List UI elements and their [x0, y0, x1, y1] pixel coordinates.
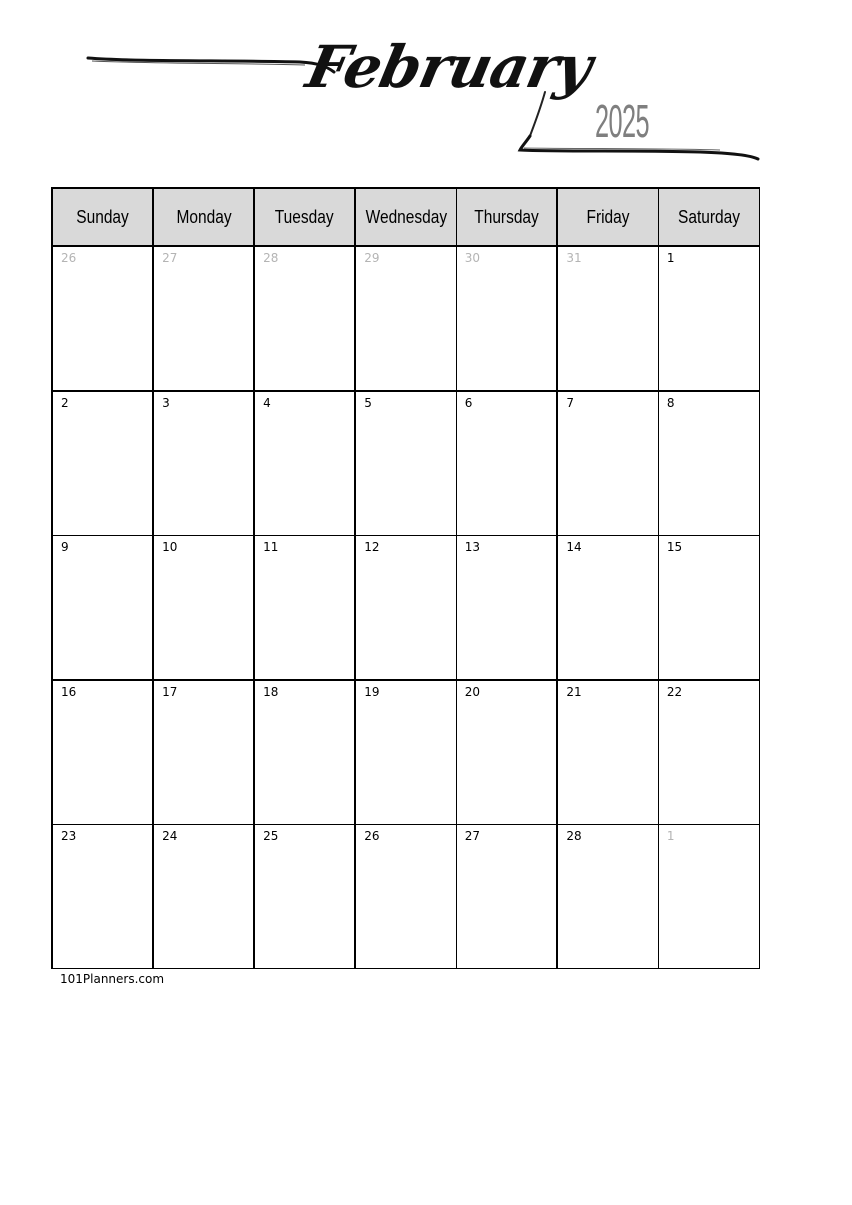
day-number: 13: [464, 540, 481, 554]
calendar-day-cell[interactable]: [456, 680, 557, 825]
weekday-label: Sunday: [76, 206, 129, 227]
weekday-header-tuesday: [254, 188, 355, 246]
calendar-day-cell[interactable]: [456, 391, 557, 536]
day-number: 12: [364, 540, 380, 554]
day-number: 30: [464, 251, 481, 265]
calendar-day-cell[interactable]: [153, 825, 254, 969]
weekday-header-wednesday: [355, 188, 456, 246]
weekday-header-thursday: [456, 188, 557, 246]
calendar-day-cell[interactable]: [456, 536, 557, 681]
calendar-day-cell[interactable]: [153, 680, 254, 825]
calendar-day-cell[interactable]: [456, 825, 557, 969]
calendar-day-cell[interactable]: [355, 680, 456, 825]
calendar-day-cell[interactable]: [557, 825, 658, 969]
day-number: 20: [464, 685, 481, 699]
calendar-day-cell[interactable]: [355, 825, 456, 969]
weekday-header-friday: [557, 188, 658, 246]
day-number: 22: [666, 685, 683, 699]
calendar-week-row: [52, 680, 760, 825]
calendar-day-cell[interactable]: [658, 536, 759, 681]
weekday-label: Friday: [586, 206, 630, 227]
day-number: 7: [566, 396, 574, 410]
day-number: 23: [61, 829, 77, 843]
day-number: 29: [364, 251, 380, 265]
calendar-day-cell-outside-month[interactable]: [557, 246, 658, 391]
day-number: 25: [263, 829, 279, 843]
calendar-day-cell[interactable]: [355, 391, 456, 536]
calendar-day-cell[interactable]: [658, 391, 759, 536]
calendar-day-cell-outside-month[interactable]: [254, 246, 355, 391]
day-number: 4: [263, 396, 271, 410]
day-number: 11: [263, 540, 279, 554]
day-number: 1: [666, 829, 675, 843]
day-number: 17: [162, 685, 178, 699]
day-number: 19: [364, 685, 380, 699]
calendar-day-cell-outside-month[interactable]: [658, 825, 759, 969]
day-number: 10: [162, 540, 178, 554]
day-number: 9: [61, 540, 69, 554]
year-title: 2025: [595, 95, 650, 147]
calendar-day-cell[interactable]: [52, 680, 153, 825]
title-area: [0, 0, 852, 175]
calendar-day-cell[interactable]: [658, 680, 759, 825]
day-number: 2: [61, 396, 69, 410]
month-title: February: [300, 33, 598, 101]
day-number: 14: [566, 540, 582, 554]
day-number: 16: [61, 685, 77, 699]
calendar-day-cell-outside-month[interactable]: [153, 246, 254, 391]
calendar-week-row: [52, 536, 760, 681]
calendar-week-row: [52, 825, 760, 969]
day-number: 8: [666, 396, 675, 410]
day-number: 24: [162, 829, 178, 843]
calendar-day-cell[interactable]: [557, 391, 658, 536]
calendar-grid: [51, 187, 760, 969]
day-number: 1: [666, 251, 675, 265]
day-number: 27: [162, 251, 178, 265]
weekday-label: Saturday: [677, 206, 740, 227]
weekday-header-row: [52, 188, 760, 246]
weekday-label: Thursday: [474, 206, 539, 227]
calendar-day-cell[interactable]: [658, 246, 759, 391]
calendar-day-cell[interactable]: [254, 680, 355, 825]
calendar-day-cell[interactable]: [52, 825, 153, 969]
calendar-day-cell[interactable]: [557, 680, 658, 825]
footer-credit: 101Planners.com: [60, 972, 165, 986]
calendar-day-cell[interactable]: [254, 825, 355, 969]
calendar-day-cell[interactable]: [355, 536, 456, 681]
weekday-label: Tuesday: [275, 206, 335, 227]
calendar-week-row: [52, 246, 760, 391]
day-number: 15: [666, 540, 683, 554]
calendar-day-cell-outside-month[interactable]: [52, 246, 153, 391]
weekday-label: Wednesday: [365, 206, 447, 227]
calendar-day-cell-outside-month[interactable]: [456, 246, 557, 391]
calendar-day-cell[interactable]: [254, 391, 355, 536]
weekday-header-saturday: [658, 188, 759, 246]
calendar-day-cell[interactable]: [254, 536, 355, 681]
day-number: 28: [566, 829, 582, 843]
day-number: 6: [464, 396, 473, 410]
weekday-header-monday: [153, 188, 254, 246]
calendar-day-cell[interactable]: [52, 391, 153, 536]
weekday-header-sunday: [52, 188, 153, 246]
day-number: 26: [61, 251, 77, 265]
calendar-day-cell[interactable]: [153, 391, 254, 536]
day-number: 18: [263, 685, 279, 699]
calendar-day-cell-outside-month[interactable]: [355, 246, 456, 391]
calendar-day-cell[interactable]: [153, 536, 254, 681]
day-number: 3: [162, 396, 170, 410]
day-number: 28: [263, 251, 279, 265]
day-number: 21: [566, 685, 582, 699]
day-number: 5: [364, 396, 372, 410]
day-number: 31: [566, 251, 582, 265]
calendar-day-cell[interactable]: [557, 536, 658, 681]
day-number: 26: [364, 829, 380, 843]
calendar-week-row: [52, 391, 760, 536]
day-number: 27: [464, 829, 481, 843]
calendar-day-cell[interactable]: [52, 536, 153, 681]
weekday-label: Monday: [176, 206, 232, 227]
